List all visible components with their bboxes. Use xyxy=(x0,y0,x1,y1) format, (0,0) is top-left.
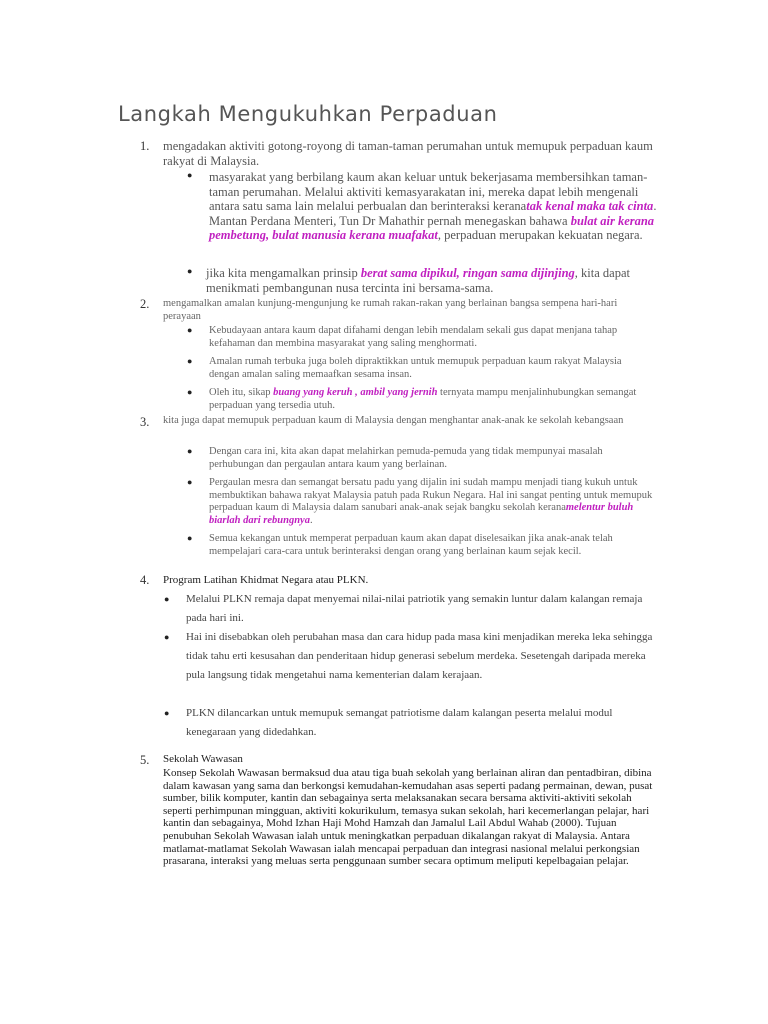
list-item-5-text: Konsep Sekolah Wawasan bermaksud dua atau tiga buah sekolah yang berlainan aliran dan pentadbiran, dibina dalam kawasan yang sama dan berkongsi kemudahan-kemudahan asas seperti padang permainan, dewan, pusat sumber, bilik komputer, kantin dan sebagainya serta melaksanakan secara bersama aktiviti-aktiviti sekolah seperti perhimpunan mingguan, aktiviti kokurikulum, temasya sukan sekolah, hari kecemerlangan pelajar, hari kantin dan sebagainya, Mohd Izhan Haji Mohd Hamzah dan Jamalul Lail Abdul Wahab (2000). Tujuan penubuhan Sekolah Wawasan ialah untuk meningkatkan perpaduan dikalangan rakyat di Malaysia. Antara matlamat-matlamat Sekolah Wawasan ialah mencapai perpaduan dan integrasi nasional melalui perkongsian prasarana, interaksi yang meluas serta penggunaan sumber secara optimum meliputi kepelbagaian pelajar. xyxy=(163,767,653,868)
list-item-4-bullet-1: Melalui PLKN remaja dapat menyemai nilai-nilai patriotik yang semakin luntur dalam kalangan remaja pada hari ini. xyxy=(186,593,643,624)
bullet-icon: ● xyxy=(164,708,170,718)
list-item-4-heading: Program Latihan Khidmat Negara atau PLKN. xyxy=(163,574,369,586)
list-number: 1. xyxy=(140,139,150,153)
bullet-icon: ● xyxy=(187,170,193,180)
list-item-2-text: mengamalkan amalan kunjung-mengunjung ke rumah rakan-rakan yang berlainan bangsa sempena hari-hari perayaan xyxy=(163,298,618,322)
list-item-3-bullet-2: Pergaulan mesra dan semangat bersatu padu yang dijalin ini sudah mampu menjadi tiang kukuh untuk membuktikan bahawa rakyat Malaysia patuh pada Rukun Negara. Hal ini sangat penting untuk memupuk perpaduan kaum di Malaysia dalam sanubari anak-anak sejak bangku sekolah keranamelentur buluh biarlah dari rebungnya. xyxy=(209,477,653,526)
list-item-1-bullet-2: jika kita mengamalkan prinsip berat sama dipikul, ringan sama dijinjing, kita dapat menikmati pembangunan nusa tercinta ini bersama-sama. xyxy=(206,266,630,295)
list-item-2-bullet-2: Amalan rumah terbuka juga boleh dipraktikkan untuk memupuk perpaduan kaum rakyat Malaysia dengan amalan saling memaafkan sesama insan. xyxy=(209,356,622,380)
list-item-3-text: kita juga dapat memupuk perpaduan kaum di Malaysia dengan menghantar anak-anak ke sekolah kebangsaan xyxy=(163,415,624,426)
list-item-1-bullet-1: masyarakat yang berbilang kaum akan keluar untuk bekerjasama membersihkan taman-taman perumahan. Melalui aktiviti kemasyarakatan ini, mereka dapat lebih mengenali antara satu sama lain melalui perbualan dan berinteraksi keranatak kenal maka tak cinta. Mantan Perdana Menteri, Tun Dr Mahathir pernah menegaskan bahawa bulat air kerana pembetung, bulat manusia kerana muafakat, perpaduan merupakan kekuatan negara. xyxy=(209,170,657,243)
bullet-icon: ● xyxy=(187,477,193,487)
list-number: 4. xyxy=(140,573,150,587)
list-item-5-heading: Sekolah Wawasan xyxy=(163,753,243,765)
bullet-icon: ● xyxy=(187,387,193,397)
bullet-icon: ● xyxy=(187,446,193,456)
list-item-3-bullet-3: Semua kekangan untuk memperat perpaduan kaum akan dapat diselesaikan jika anak-anak telah mempelajari cara-cara untuk berinteraksi dengan orang yang berlainan kaum sejak kecil. xyxy=(209,533,613,557)
list-item-4-bullet-3: PLKN dilancarkan untuk memupuk semangat patriotisme dalam kalangan peserta melalui modul kenegaraan yang didedahkan. xyxy=(186,707,613,738)
bullet-icon: ● xyxy=(187,325,193,335)
bullet-icon: ● xyxy=(164,594,170,604)
list-item-1-text: mengadakan aktiviti gotong-royong di taman-taman perumahan untuk memupuk perpaduan kaum rakyat di Malaysia. xyxy=(163,139,653,168)
list-number: 3. xyxy=(140,415,150,429)
bullet-icon: ● xyxy=(187,356,193,366)
bullet-icon: ● xyxy=(187,533,193,543)
bullet-icon: ● xyxy=(187,266,193,276)
list-item-2-bullet-1: Kebudayaan antara kaum dapat difahami dengan lebih mendalam sekali gus dapat menjana tahap kefahaman dan membina masyarakat yang saling menghormati. xyxy=(209,325,618,349)
bullet-icon: ● xyxy=(164,632,170,642)
list-item-4-bullet-2: Hai ini disebabkan oleh perubahan masa dan cara hidup pada masa kini menjadikan mereka leka sehingga tidak tahu erti kesusahan dan penderitaan hidup generasi sebelum merdeka. Sesetengah daripada mereka pula langsung tidak mengetahui nama kementerian dalam kerajaan. xyxy=(186,631,653,681)
list-number: 5. xyxy=(140,753,150,767)
list-number: 2. xyxy=(140,297,150,311)
list-item-3-bullet-1: Dengan cara ini, kita akan dapat melahirkan pemuda-pemuda yang tidak mempunyai masalah perhubungan dan pergaulan antara kaum yang berlainan. xyxy=(209,446,603,470)
list-item-2-bullet-3: Oleh itu, sikap buang yang keruh , ambil yang jernih ternyata mampu menjalinhubungkan semangat perpaduan yang tersedia utuh. xyxy=(209,387,637,411)
page-title: Langkah Mengukuhkan Perpaduan xyxy=(118,102,498,126)
